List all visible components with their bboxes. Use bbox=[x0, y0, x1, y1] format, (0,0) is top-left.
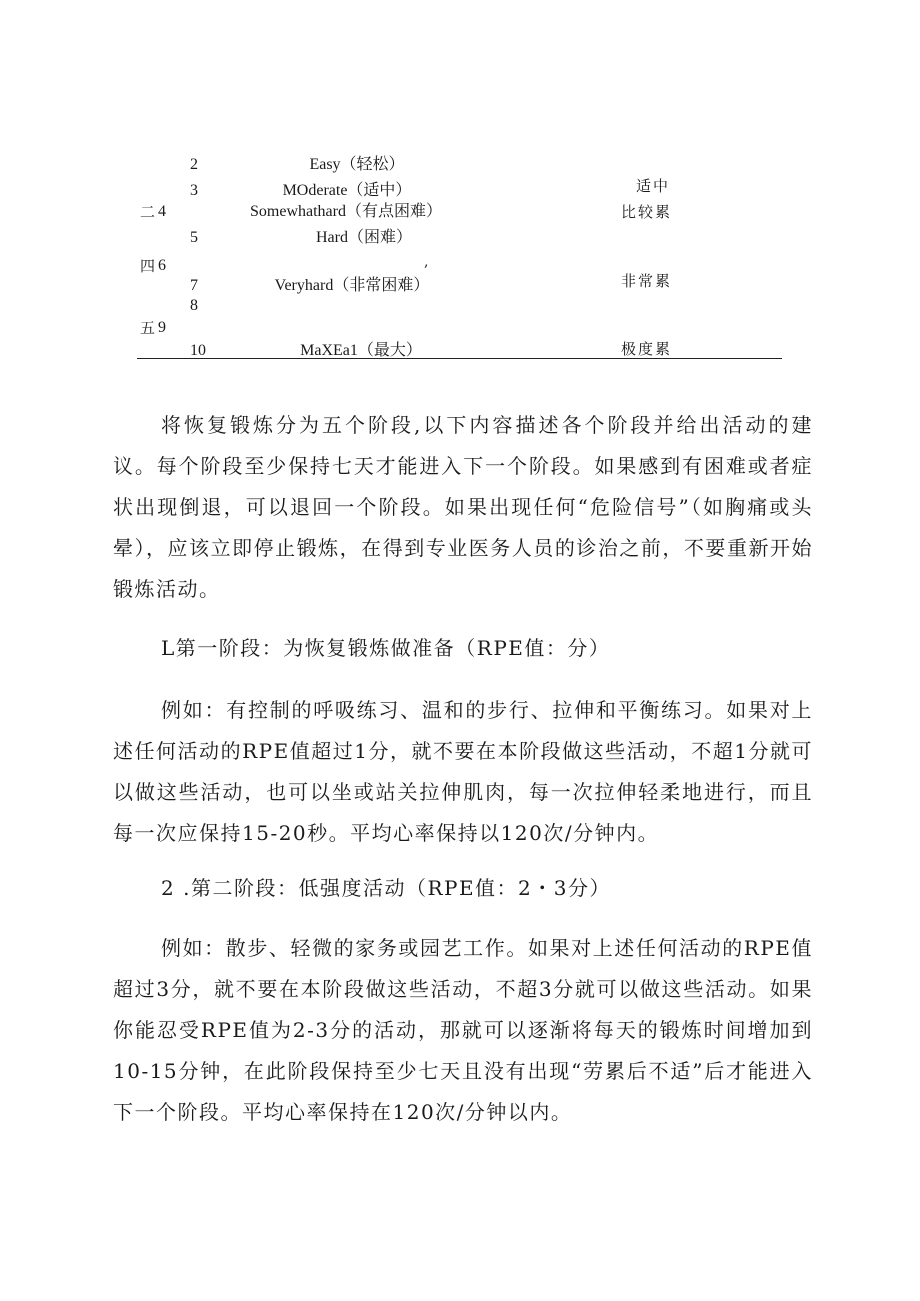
rpe-stage-label-9: 五 bbox=[140, 319, 156, 337]
rpe-level-6: 6 bbox=[158, 257, 166, 274]
stage2-example-paragraph: 例如：散步、轻微的家务或园艺工作。如果对上述任何活动的RPE值超过3分，就不要在本阶段做这些活动，不超3分就可以做这些活动。如果你能忍受RPE值为2-3分的活动，那就可以逐渐将每天的锻炼时间增加到10-15分钟，在此阶段保持至少七天且没有出现“劳累后不适”后才能进入下一个阶段。平均心率保持在120次/分钟以内。 bbox=[113, 936, 813, 1124]
rpe-desc-3: MOderate（适中） bbox=[282, 182, 412, 199]
table-bottom-rule bbox=[137, 358, 782, 359]
rpe-level-7: 7 bbox=[190, 277, 198, 294]
rpe-level-3: 3 bbox=[190, 182, 198, 199]
rpe-desc-5: Hard（困难） bbox=[316, 229, 412, 246]
rpe-feeling-3: 适中 bbox=[636, 177, 671, 195]
rpe-feeling-7: 非常累 bbox=[621, 272, 673, 290]
stage1-example-paragraph: 例如：有控制的呼吸练习、温和的步行、拉伸和平衡练习。如果对上述任何活动的RPE值超过1分，就不要在本阶段做这些活动，不超1分就可以做这些活动，也可以坐或站关拉伸肌肉，每一次拉伸轻柔地进行，而且每一次应保持15-20秒。平均心率保持以120次/分钟内。 bbox=[113, 698, 813, 845]
rpe-level-10: 10 bbox=[190, 342, 206, 359]
rpe-feeling-4: 比较累 bbox=[621, 203, 673, 221]
stage1-heading: L第一阶段：为恢复锻炼做准备（RPE值：分） bbox=[161, 636, 611, 660]
rpe-stage-label-4: 二 bbox=[140, 203, 156, 221]
rpe-scale-table bbox=[0, 0, 920, 370]
stage2-heading: 2 .第二阶段：低强度活动（RPE值：2・3分） bbox=[161, 876, 612, 900]
intro-paragraph: 将恢复锻炼分为五个阶段,以下内容描述各个阶段并给出活动的建议。每个阶段至少保持七天才能进入下一个阶段。如果感到有困难或者症状出现倒退，可以退回一个阶段。如果出现任何“危险信号”（如胸痛或头晕），应该立即停止锻炼，在得到专业医务人员的诊治之前，不要重新开始锻炼活动。 bbox=[113, 413, 813, 601]
rpe-desc-2: Easy（轻松） bbox=[309, 156, 405, 173]
rpe-desc-4: Somewhathard（有点困难） bbox=[250, 203, 442, 220]
rpe-level-5: 5 bbox=[190, 229, 198, 246]
stray-mark: , bbox=[424, 254, 429, 270]
rpe-stage-label-6: 四 bbox=[140, 257, 156, 275]
rpe-level-4: 4 bbox=[158, 203, 166, 220]
rpe-desc-7: Veryhard（非常困难） bbox=[274, 277, 430, 294]
rpe-level-2: 2 bbox=[190, 156, 198, 173]
rpe-desc-10: MaXEa1（最大） bbox=[300, 342, 422, 359]
rpe-feeling-10: 极度累 bbox=[621, 340, 673, 358]
rpe-level-9: 9 bbox=[158, 319, 166, 336]
rpe-level-8: 8 bbox=[190, 297, 198, 314]
